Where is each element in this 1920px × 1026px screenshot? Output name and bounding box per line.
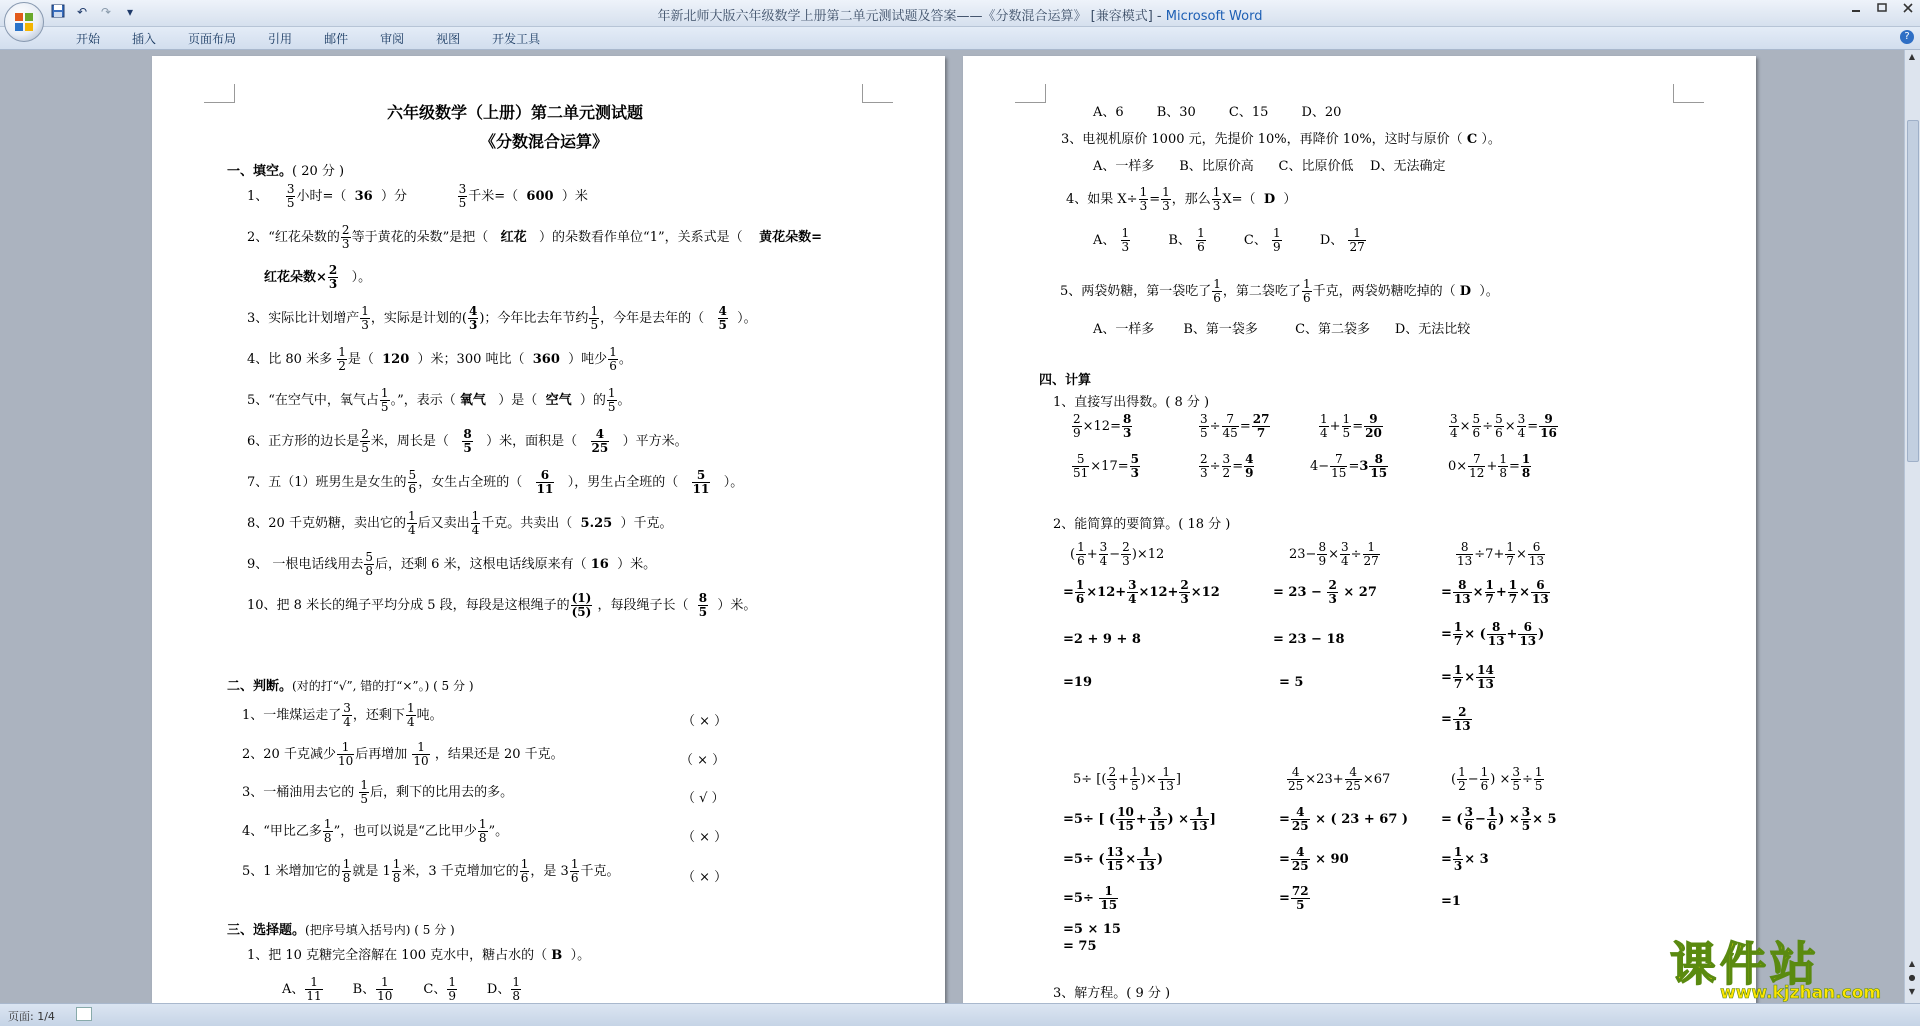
calc-b-line-2: = 23 − $\frac{2}{3}$ × 27: [1273, 578, 1377, 606]
window-title: [0, 5, 1920, 24]
direct-calc-8: 0× $\frac{7}{12}$ + $\frac{1}{8}$ = $\frac{1}{8}$: [1448, 452, 1531, 480]
choice-4: 4、如果 X÷ $\frac{1}{3}$ = $\frac{1}{3}$ ，那么 $\frac{1}{3}$ X=（ D ）: [1066, 185, 1297, 213]
select-browse-object-icon[interactable]: ●: [1908, 973, 1916, 982]
calc-d-line-1: 5÷ [( $\frac{2}{3}$ + $\frac{1}{5}$ )× $\frac{1}{13}$ ]: [1073, 765, 1181, 793]
calc-b-line-3: = 23 − 18: [1273, 632, 1345, 647]
question-2-cont: 红花朵数× $\frac{2}{3}$ ）。: [264, 263, 372, 291]
calc-d-line-3: =5÷ ( $\frac{13}{15}$ × $\frac{1}{13}$ ): [1063, 845, 1163, 873]
help-icon[interactable]: ?: [1900, 30, 1914, 44]
minimize-icon[interactable]: [1850, 2, 1862, 17]
calc-d-line-4: =5÷ $\frac{1}{15}$: [1063, 884, 1118, 912]
tab-mailings[interactable]: 邮件: [324, 32, 349, 46]
judge-1: 1、一堆煤运走了 $\frac{3}{4}$ ，还剩下 $\frac{1}{4}$ 吨。: [242, 701, 443, 729]
direct-calc-2: $\frac{3}{5}$ ÷ $\frac{7}{45}$ = $\frac{27}{7}$: [1200, 412, 1270, 440]
crop-mark: [1015, 84, 1046, 103]
crop-line: [1023, 102, 1045, 103]
tab-page-layout[interactable]: 页面布局: [188, 32, 237, 46]
document-area[interactable]: [0, 50, 1905, 1003]
judge-5-answer: （ × ）: [682, 870, 728, 885]
section-heading: 二、判断。: [227, 679, 293, 694]
judge-1-answer: （ × ）: [682, 714, 728, 729]
calc-f-line-1: ( $\frac{1}{2}$ − $\frac{1}{6}$ ) × $\frac{3}{5}$ ÷ $\frac{1}{5}$: [1451, 765, 1543, 793]
question-5: 5、“在空气中，氧气占 $\frac{1}{5}$ 。”，表示（ 氧气 ）是（ 空气 ）的 $\frac{1}{5}$ 。: [247, 386, 631, 414]
calc-a-line-2: = $\frac{1}{6}$ ×12+ $\frac{3}{4}$ ×12+ $\frac{2}{3}$ ×12: [1063, 578, 1220, 606]
scroll-up-icon[interactable]: ▲: [1908, 52, 1916, 61]
direct-calc-5: $\frac{5}{51}$ ×17= $\frac{5}{3}$: [1073, 452, 1139, 480]
direct-calc-3: $\frac{1}{4}$ + $\frac{1}{5}$ = $\frac{9}{20}$: [1320, 412, 1382, 440]
page-subtitle: 《分数混合运算》: [480, 132, 609, 151]
choice-4-options: A、 $\frac{1}{3}$ B、 $\frac{1}{6}$ C、 $\frac{1}{9}$ D、 $\frac{1}{27}$: [1093, 226, 1365, 254]
page-1: [152, 56, 945, 1003]
page-2: [963, 56, 1756, 1003]
crop-line: [1674, 102, 1696, 103]
calc-e-line-1: $\frac{4}{25}$ ×23+ $\frac{4}{25}$ ×67: [1288, 765, 1391, 793]
section-note: (对的打“√”, 错的打“×”。) ( 5 分 ): [292, 679, 474, 693]
calc-e-line-3: = $\frac{4}{25}$ × 90: [1279, 845, 1349, 873]
question-10: 10、把 8 米长的绳子平均分成 5 段，每段是这根绳子的 $\frac{(1)}{(5)}$ ，每段绳子长（ $\frac{8}{5}$ ）米。: [247, 591, 757, 619]
calc-f-line-2: = ( $\frac{3}{6}$ − $\frac{1}{6}$ ) × $\frac{3}{5}$ × 5: [1441, 805, 1557, 833]
choice-5: 5、两袋奶糖，第一袋吃了 $\frac{1}{6}$ ，第二袋吃了 $\frac{1}{6}$ 千克，两袋奶糖吃掉的（ D ）。: [1060, 277, 1499, 305]
calc-f-line-3: = $\frac{1}{3}$ × 3: [1441, 845, 1489, 873]
crop-mark: [1673, 84, 1704, 103]
question-1: 1、 $\frac{3}{5}$ 小时=（ 36 ）分 $\frac{3}{5}$ 千米=（ 600 ）米: [247, 182, 588, 210]
choice-5-options: A、一样多 B、第一袋多 C、第二袋多 D、无法比较: [1093, 322, 1471, 337]
maximize-icon[interactable]: [1876, 2, 1888, 17]
direct-calc-1: $\frac{2}{9}$ ×12= $\frac{8}{3}$: [1073, 412, 1132, 440]
calc-d-line-2: =5÷ [ ( $\frac{10}{15}$ + $\frac{3}{15}$ ) × $\frac{1}{13}$ ]: [1063, 805, 1216, 833]
choice-1: 1、把 10 克糖完全溶解在 100 克水中，糖占水的（ B ）。: [247, 948, 591, 963]
judge-3-answer: （ √ ）: [682, 791, 725, 806]
status-bar: [0, 1003, 1920, 1026]
customize-qat-icon[interactable]: ▾: [126, 5, 134, 19]
section-heading: 三、选择题。: [227, 923, 306, 938]
choice-3-options: A、一样多 B、比原价高 C、比原价低 D、无法确定: [1093, 159, 1446, 174]
app-name: Microsoft Word: [1165, 9, 1263, 24]
judge-2-answer: （ × ）: [680, 753, 726, 768]
judge-4-answer: （ × ）: [682, 830, 728, 845]
watermark-logo: [1668, 928, 1904, 1003]
tab-developer[interactable]: 开发工具: [492, 32, 541, 46]
tab-insert[interactable]: 插入: [132, 32, 157, 46]
question-3: 3、实际比计划增产 $\frac{1}{3}$ ，实际是计划的( $\frac{4}{3}$ )；今年比去年节约 $\frac{1}{5}$ ，今年是去年的（ $\frac{4}{5}$ ）。: [247, 304, 757, 332]
proofing-icon[interactable]: [76, 1007, 92, 1021]
scroll-thumb[interactable]: [1907, 120, 1919, 462]
judge-3: 3、一桶油用去它的 $\frac{1}{5}$ 后，剩下的比用去的多。: [242, 778, 514, 806]
crop-mark: [204, 84, 235, 103]
choice-3: 3、电视机原价 1000 元，先提价 10%，再降价 10%，这时与原价（ C ）。: [1061, 132, 1501, 147]
watermark-text: 课件站: [1670, 937, 1820, 991]
calc-d-line-5: =5 × 15: [1063, 922, 1121, 937]
fraction: $\frac{3}{5}$: [458, 182, 467, 210]
calc-b-line-4: = 5: [1279, 675, 1304, 690]
subsection-heading: 1、直接写出得数。( 8 分 ): [1053, 395, 1210, 410]
calc-a-line-3: =2 + 9 + 8: [1063, 632, 1141, 647]
question-8: 8、20 千克奶糖，卖出它的 $\frac{1}{4}$ 后又卖出 $\frac{1}{4}$ 千克。共卖出（ 5.25 ）千克。: [247, 509, 673, 537]
tab-view[interactable]: 视图: [436, 32, 461, 46]
next-page-icon[interactable]: ▼: [1908, 987, 1916, 996]
calc-a-line-1: ( $\frac{1}{6}$ + $\frac{3}{4}$ − $\frac{2}{3}$ )×12: [1070, 540, 1165, 568]
tab-home[interactable]: 开始: [76, 32, 101, 46]
subsection-heading: 2、能简算的要简算。( 18 分 ): [1053, 517, 1231, 532]
calc-c-line-1: $\frac{8}{13}$ ÷7+ $\frac{1}{7}$ × $\frac{6}{13}$: [1457, 540, 1545, 568]
office-logo-icon: [14, 12, 34, 32]
subsection-heading: 3、解方程。( 9 分 ): [1053, 986, 1171, 1001]
direct-calc-6: $\frac{2}{3}$ ÷ $\frac{3}{2}$ = $\frac{4}{9}$: [1200, 452, 1254, 480]
ribbon: [0, 27, 1920, 50]
question-6: 6、正方形的边长是 $\frac{2}{5}$ 米，周长是（ $\frac{8}{5}$ ）米，面积是（ $\frac{4}{25}$ ）平方米。: [247, 427, 688, 455]
question-2: 2、“红花朵数的 $\frac{2}{3}$ 等于黄花的朵数”是把（ 红花 ）的朵数看作单位“1”，关系式是（ 黄花朵数=: [247, 223, 823, 251]
crop-line: [212, 102, 234, 103]
question-7: 7、五（1）班男生是女生的 $\frac{5}{6}$ ，女生占全班的（ $\frac{6}{11}$ ），男生占全班的（ $\frac{5}{11}$ ）。: [247, 468, 744, 496]
direct-calc-7: 4− $\frac{7}{15}$ =3 $\frac{8}{15}$: [1310, 452, 1388, 480]
calc-b-line-1: 23− $\frac{8}{9}$ × $\frac{3}{4}$ ÷ $\frac{1}{27}$: [1289, 540, 1379, 568]
choice-1-options: A、 $\frac{1}{11}$ B、 $\frac{1}{10}$ C、 $\frac{1}{9}$ D、 $\frac{1}{8}$: [282, 975, 520, 1003]
calc-c-line-5: = $\frac{2}{13}$: [1441, 705, 1471, 733]
undo-icon[interactable]: ↶: [76, 5, 88, 19]
question-9: 9、 一根电话线用去 $\frac{5}{8}$ 后，还剩 6 米，这根电话线原来有（ 16 ）米。: [247, 550, 657, 578]
choice-2-options: A、6 B、30 C、15 D、20: [1093, 105, 1342, 120]
judge-5: 5、1 米增加它的 $\frac{1}{8}$ 就是 1 $\frac{1}{8}$ 米，3 千克增加它的 $\frac{1}{6}$ ，是 3 $\frac{1}{6}$ 千克。: [242, 857, 620, 885]
section-heading: 一、填空。: [227, 164, 293, 179]
calc-f-line-4: =1: [1441, 894, 1461, 909]
close-icon[interactable]: [1902, 2, 1914, 17]
prev-page-icon[interactable]: ▲: [1908, 959, 1916, 968]
page-title: 六年级数学（上册）第二单元测试题: [387, 103, 644, 122]
window-controls: [1850, 2, 1914, 17]
section-note: (把序号填入括号内) ( 5 分 ): [305, 923, 455, 937]
section-score: ( 20 分 ): [292, 164, 345, 179]
document-title: 年新北师大版六年级数学上册第二单元测试题及答案——《分数混合运算》 [兼容模式] -: [657, 9, 1166, 24]
tab-review[interactable]: 审阅: [380, 32, 405, 46]
calc-e-line-4: = $\frac{72}{5}$: [1279, 884, 1309, 912]
calc-a-line-4: =19: [1063, 675, 1092, 690]
calc-c-line-4: = $\frac{1}{7}$ × $\frac{14}{13}$: [1441, 663, 1494, 691]
calc-e-line-2: = $\frac{4}{25}$ × ( 23 + 67 ): [1279, 805, 1409, 833]
calc-d-line-6: = 75: [1063, 939, 1097, 954]
vertical-scrollbar[interactable]: [1904, 50, 1920, 1003]
watermark-url: www.kjzhan.com: [1720, 983, 1882, 1003]
office-button[interactable]: [4, 2, 44, 42]
page-indicator[interactable]: 页面: 1/4: [8, 1010, 55, 1023]
fraction: $\frac{3}{5}$: [286, 182, 295, 210]
judge-2: 2、20 千克减少 $\frac{1}{10}$ 后再增加 $\frac{1}{10}$ ，结果还是 20 千克。: [242, 740, 564, 768]
direct-calc-4: $\frac{3}{4}$ × $\frac{5}{6}$ ÷ $\frac{5}{6}$ × $\frac{3}{4}$ = $\frac{9}{16}$: [1450, 412, 1557, 440]
crop-line: [863, 102, 885, 103]
redo-icon[interactable]: ↷: [100, 5, 112, 19]
question-4: 4、比 80 米多 $\frac{1}{2}$ 是（ 120 ）米；300 吨比（ 360 ）吨少 $\frac{1}{6}$ 。: [247, 345, 632, 373]
section-heading: 四、计算: [1039, 373, 1092, 388]
judge-4: 4、“甲比乙多 $\frac{1}{8}$ ”，也可以说是“乙比甲少 $\frac{1}{8}$ ”。: [242, 817, 509, 845]
calc-c-line-2: = $\frac{8}{13}$ × $\frac{1}{7}$ + $\frac{1}{7}$ × $\frac{6}{13}$: [1441, 578, 1549, 606]
crop-mark: [862, 84, 893, 103]
title-bar: [0, 0, 1920, 27]
ribbon-tabs: [60, 30, 556, 47]
tab-references[interactable]: 引用: [268, 32, 293, 46]
calc-c-line-3: = $\frac{1}{7}$ × ( $\frac{8}{13}$ + $\frac{6}{13}$ ): [1441, 620, 1545, 648]
